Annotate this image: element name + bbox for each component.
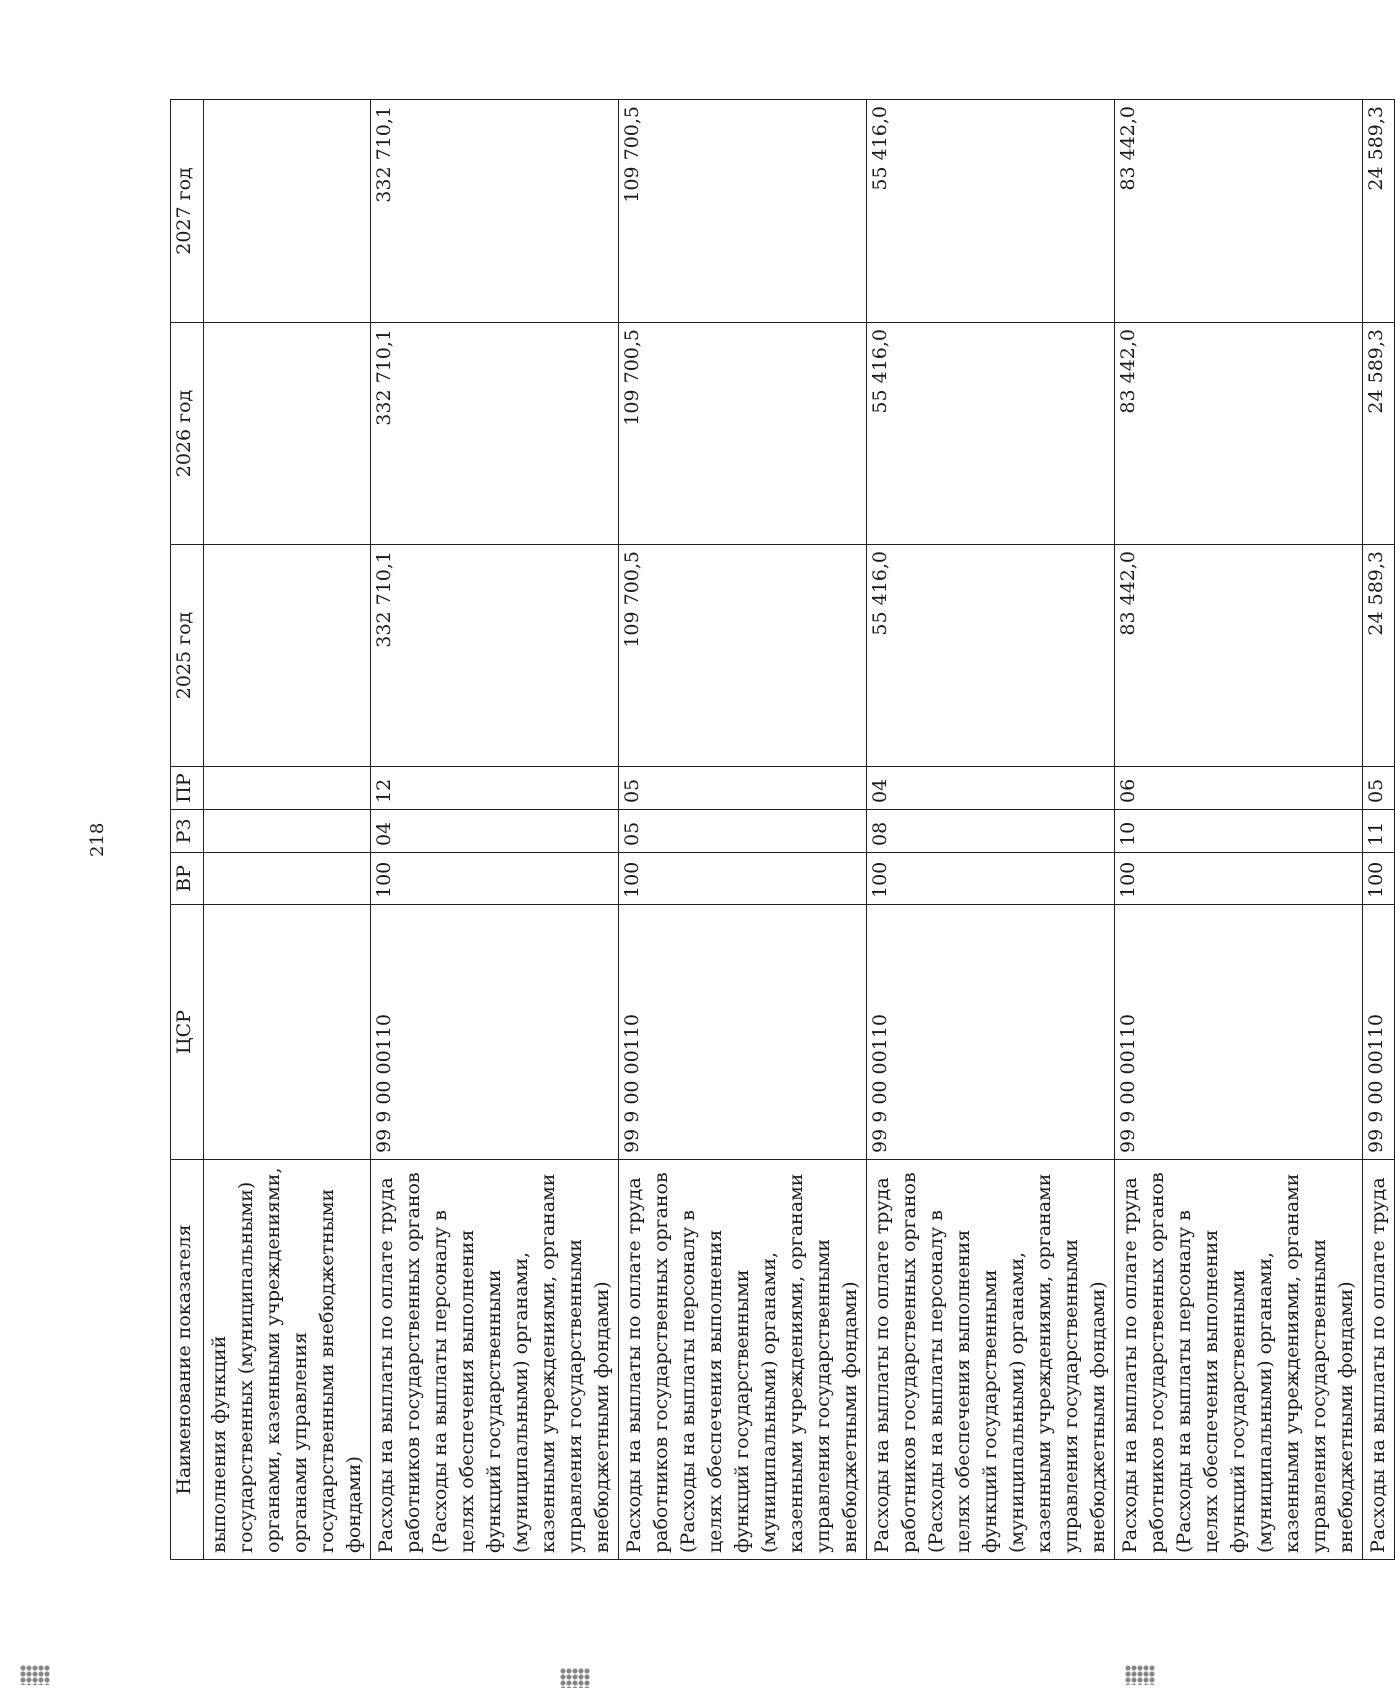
header-2027: 2027 год	[171, 100, 204, 323]
scan-speck	[20, 1665, 50, 1685]
header-csr: ЦСР	[171, 905, 204, 1160]
row-2026: 109 700,5	[619, 323, 867, 545]
header-2025: 2025 год	[171, 545, 204, 767]
row-2027: 55 416,0	[867, 100, 1115, 323]
row-vr: 100	[371, 853, 619, 905]
row-name: выполнения функций государственных (муниципальными) органами, казенными учреждениями, органами управления государственными внебюджетными фондами)	[204, 1160, 371, 1560]
row-csr: 99 9 00 00110	[371, 905, 619, 1160]
table-header-row	[171, 100, 204, 1560]
scan-speck	[560, 1668, 590, 1688]
row-name: Расходы на выплаты по оплате труда работников государственных органов (Расходы на выплаты персоналу в целях обеспечения выполнения функций государственными (муниципальными) органами, казенными учреждениями, органами управления государственными внебюджетными фондами)	[867, 1160, 1115, 1560]
row-2025: 109 700,5	[619, 545, 867, 767]
table-container	[170, 100, 1389, 1560]
row-2026: 55 416,0	[867, 323, 1115, 545]
row-pr: 04	[867, 767, 1115, 810]
row-rz: 04	[371, 810, 619, 853]
row-rz: 08	[867, 810, 1115, 853]
scan-speck	[1125, 1665, 1155, 1685]
row-2025: 332 710,1	[371, 545, 619, 767]
row-2027: 24 589,3	[1363, 100, 1395, 323]
header-2026: 2026 год	[171, 323, 204, 545]
row-name: Расходы на выплаты по оплате труда работников государственных органов (Расходы на выплаты персоналу в целях обеспечения выполнения функций государственными (муниципальными) органами, казенными учреждениями, органами управления государственными внебюджетными фондами)	[371, 1160, 619, 1560]
row-2025: 55 416,0	[867, 545, 1115, 767]
row-pr: 06	[1115, 767, 1363, 810]
table-row	[1363, 100, 1395, 1560]
row-2027: 83 442,0	[1115, 100, 1363, 323]
row-name: Расходы на выплаты по оплате труда работников государственных органов (Расходы на выплаты персоналу в целях обеспечения выполнения функций государственными (муниципальными) органами, казенными учреждениями, органами управления государственными внебюджетными фондами)	[1115, 1160, 1363, 1560]
row-2026: 24 589,3	[1363, 323, 1395, 545]
row-vr: 100	[1363, 853, 1395, 905]
row-name: Расходы на выплаты по оплате труда	[1363, 1160, 1395, 1560]
row-rz: 10	[1115, 810, 1363, 853]
row-vr: 100	[867, 853, 1115, 905]
row-rz: 05	[619, 810, 867, 853]
header-pr: ПР	[171, 767, 204, 810]
row-csr	[204, 905, 371, 1160]
row-2026: 332 710,1	[371, 323, 619, 545]
row-2025	[204, 545, 371, 767]
row-rz: 11	[1363, 810, 1395, 853]
row-pr: 12	[371, 767, 619, 810]
row-vr: 100	[619, 853, 867, 905]
row-vr: 100	[1115, 853, 1363, 905]
table-row	[619, 100, 867, 1560]
page-number: 218	[87, 822, 108, 857]
table-row	[371, 100, 619, 1560]
row-2025: 83 442,0	[1115, 545, 1363, 767]
table-row	[204, 100, 371, 1560]
row-2026	[204, 323, 371, 545]
row-2027: 332 710,1	[371, 100, 619, 323]
row-csr: 99 9 00 00110	[1115, 905, 1363, 1160]
row-2026: 83 442,0	[1115, 323, 1363, 545]
header-rz: РЗ	[171, 810, 204, 853]
row-csr: 99 9 00 00110	[619, 905, 867, 1160]
row-pr: 05	[619, 767, 867, 810]
header-vr: ВР	[171, 853, 204, 905]
budget-table	[170, 99, 1395, 1560]
row-csr: 99 9 00 00110	[1363, 905, 1395, 1160]
row-2027: 109 700,5	[619, 100, 867, 323]
table-row	[867, 100, 1115, 1560]
row-2025: 24 589,3	[1363, 545, 1395, 767]
row-rz	[204, 810, 371, 853]
row-2027	[204, 100, 371, 323]
row-vr	[204, 853, 371, 905]
row-name: Расходы на выплаты по оплате труда работников государственных органов (Расходы на выплаты персоналу в целях обеспечения выполнения функций государственными (муниципальными) органами, казенными учреждениями, органами управления государственными внебюджетными фондами)	[619, 1160, 867, 1560]
row-csr: 99 9 00 00110	[867, 905, 1115, 1160]
row-pr	[204, 767, 371, 810]
header-name: Наименование показателя	[171, 1160, 204, 1560]
row-pr: 05	[1363, 767, 1395, 810]
table-row	[1115, 100, 1363, 1560]
